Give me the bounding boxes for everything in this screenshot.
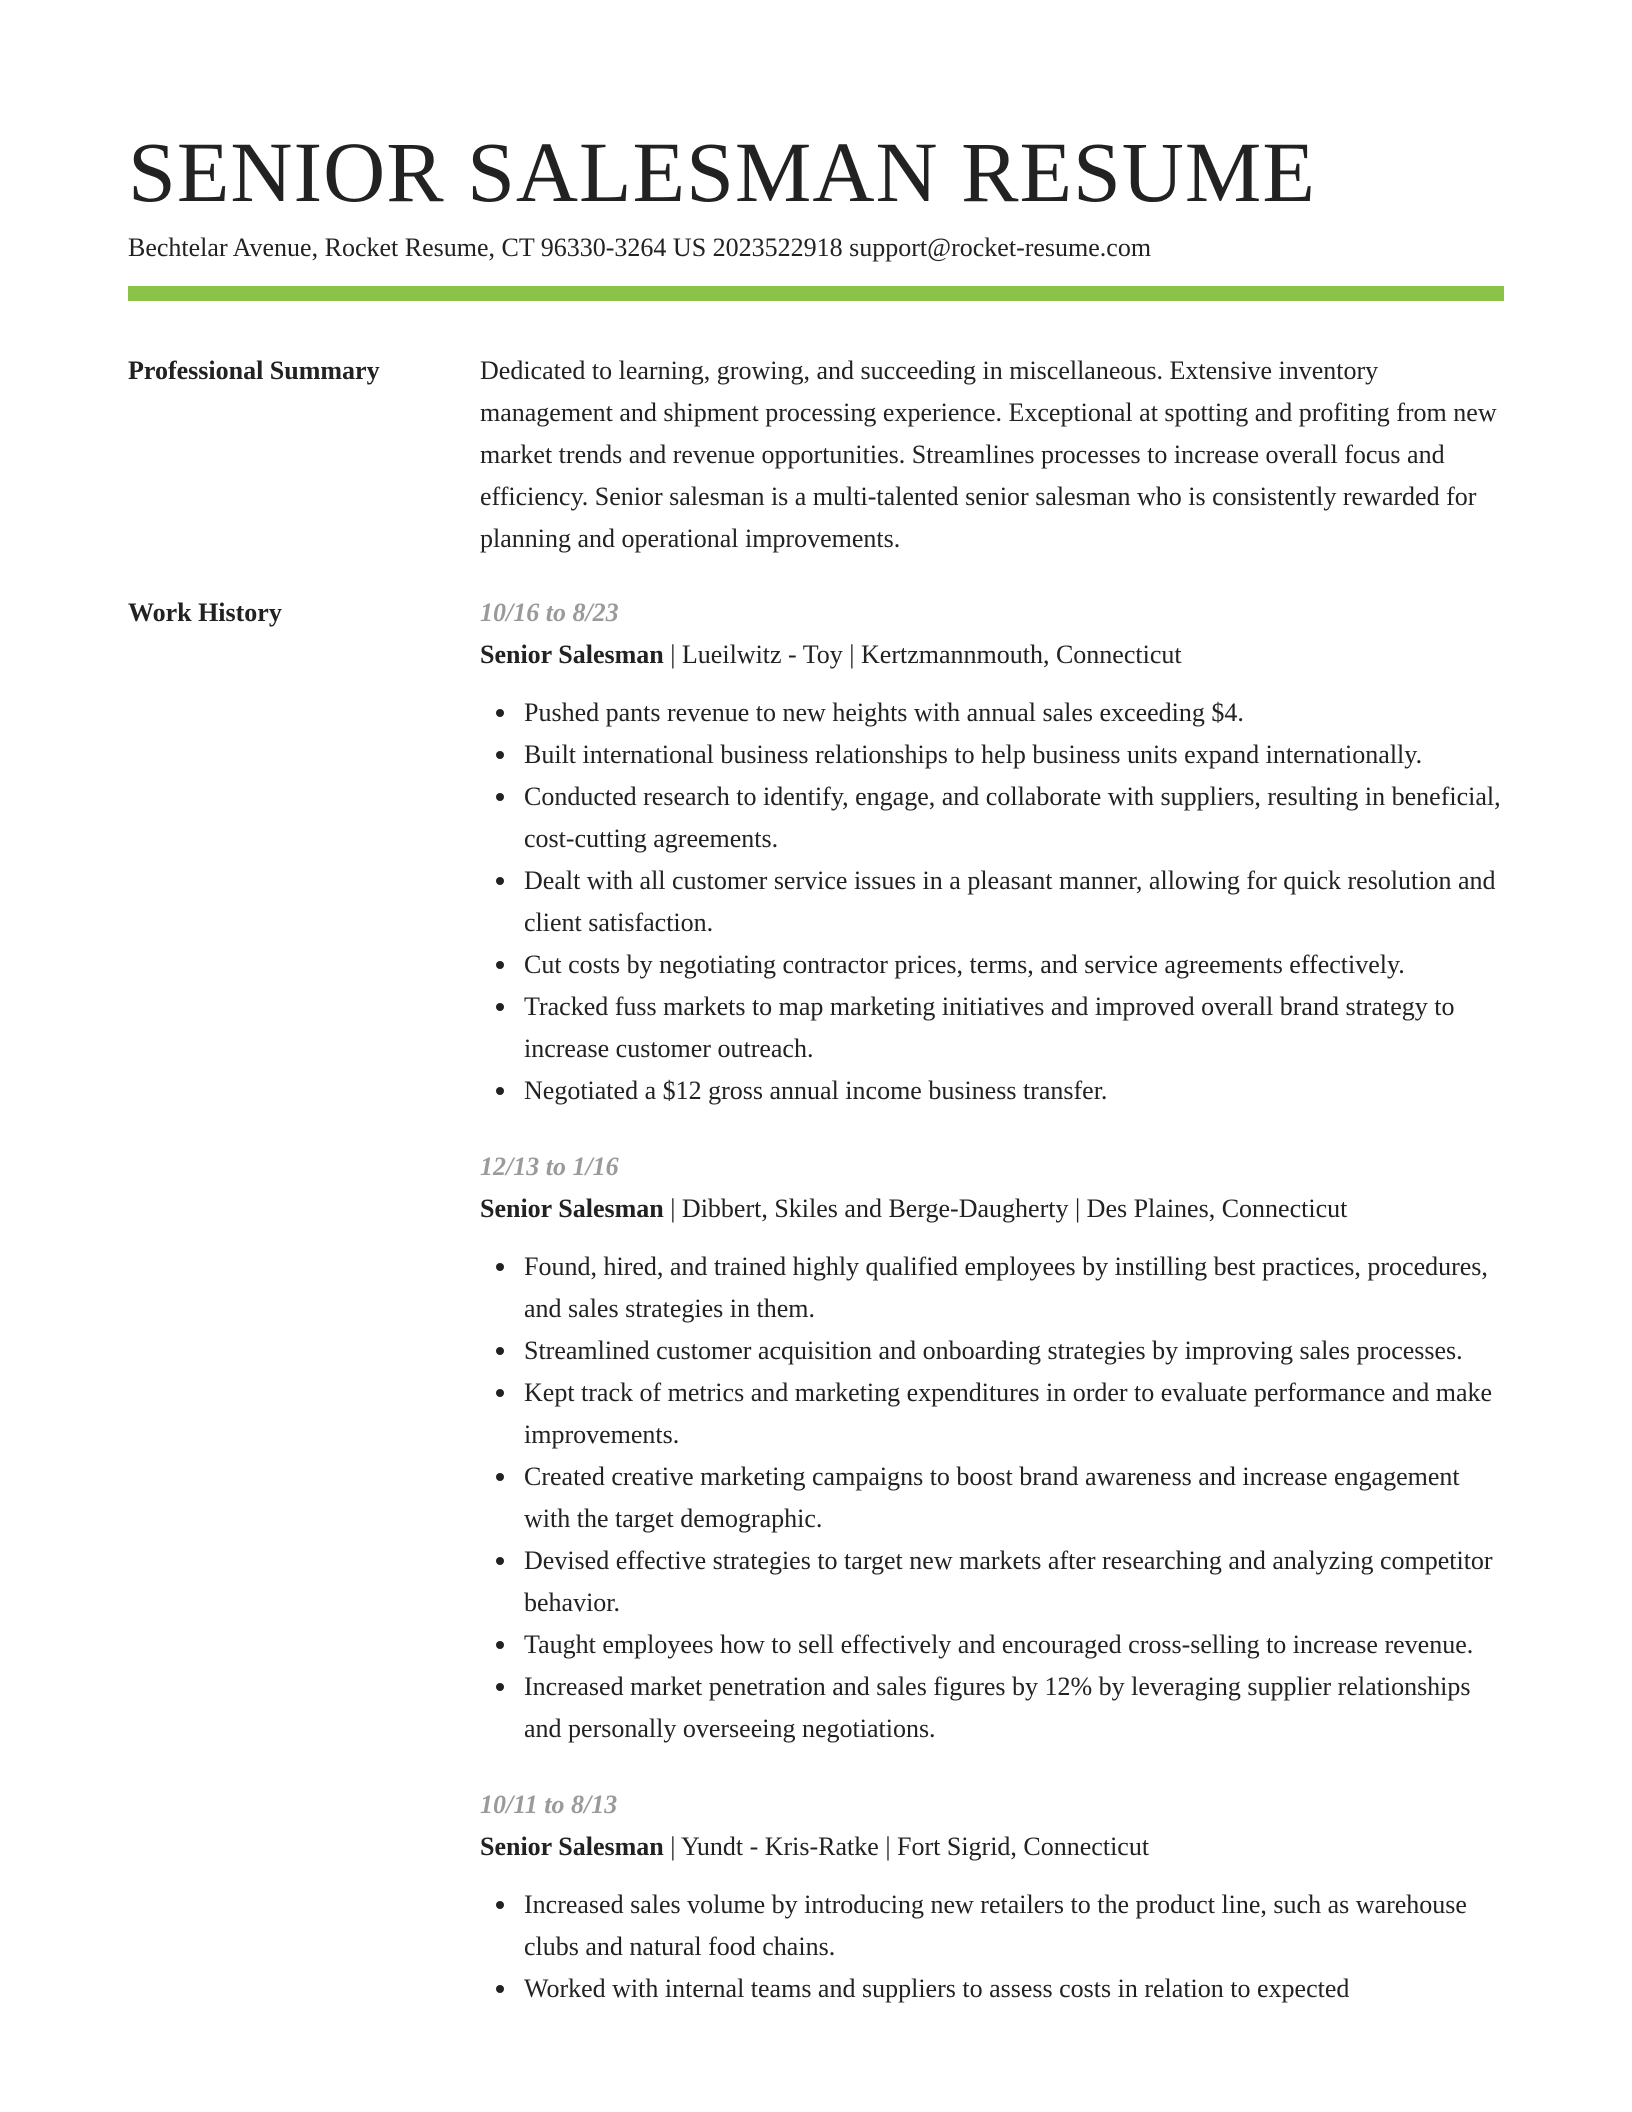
job-bullet-list — [480, 1246, 1504, 1750]
bullet-dot-icon — [496, 1389, 504, 1397]
bullet-dot-icon — [496, 1683, 504, 1691]
work-history-heading: Work History — [128, 598, 282, 627]
job-bullet — [480, 986, 1504, 1070]
resume-title: SENIOR SALESMAN RESUME — [128, 124, 1316, 220]
job-dates: 10/11 to 8/13 — [480, 1790, 618, 1819]
job-entry — [480, 592, 1504, 1112]
bullet-dot-icon — [496, 1985, 504, 1993]
job-bullet — [480, 776, 1504, 860]
bullet-dot-icon — [496, 1003, 504, 1011]
job-title-line — [480, 634, 1504, 676]
contact-line: Bechtelar Avenue, Rocket Resume, CT 96330-3264 US 2023522918 support@rocket-resume.com — [128, 233, 1152, 262]
job-bullet — [480, 860, 1504, 944]
professional-summary-heading: Professional Summary — [128, 356, 380, 385]
job-bullet-text: Dealt with all customer service issues in a pleasant manner, allowing for quick resolution and client satisfaction. — [524, 866, 1496, 937]
job-bullet — [480, 1666, 1504, 1750]
job-bullet-text: Devised effective strategies to target new markets after researching and analyzing competitor behavior. — [524, 1546, 1493, 1617]
bullet-dot-icon — [496, 877, 504, 885]
job-bullet — [480, 1246, 1504, 1330]
bullet-dot-icon — [496, 1901, 504, 1909]
job-dates: 10/16 to 8/23 — [480, 598, 619, 627]
bullet-dot-icon — [496, 709, 504, 717]
job-bullet-text: Pushed pants revenue to new heights with annual sales exceeding $4. — [524, 698, 1244, 727]
bullet-dot-icon — [496, 751, 504, 759]
job-bullet — [480, 692, 1504, 734]
job-bullet — [480, 1456, 1504, 1540]
job-bullet-text: Found, hired, and trained highly qualified employees by instilling best practices, procedures, and sales strategies in them. — [524, 1252, 1488, 1323]
job-bullet — [480, 1968, 1504, 2010]
bullet-dot-icon — [496, 961, 504, 969]
header-divider — [128, 286, 1504, 301]
bullet-dot-icon — [496, 1557, 504, 1565]
job-employer-location: | Yundt - Kris-Ratke | Fort Sigrid, Connecticut — [663, 1832, 1150, 1861]
job-bullet — [480, 1372, 1504, 1456]
job-bullet-list — [480, 692, 1504, 1112]
bullet-dot-icon — [496, 1473, 504, 1481]
bullet-dot-icon — [496, 1347, 504, 1355]
job-bullet-text: Streamlined customer acquisition and onboarding strategies by improving sales processes. — [524, 1336, 1463, 1365]
job-bullet-text: Negotiated a $12 gross annual income business transfer. — [524, 1076, 1108, 1105]
professional-summary-body — [480, 350, 1504, 560]
job-title: Senior Salesman — [480, 1832, 664, 1861]
job-title: Senior Salesman — [480, 1194, 664, 1223]
job-title-line — [480, 1188, 1504, 1230]
professional-summary-text: Dedicated to learning, growing, and succeeding in miscellaneous. Extensive inventory management and shipment processing experience. Exceptional at spotting and profiting from new market trends and revenue opportunities. Streamlines processes to increase overall focus and efficiency. Senior salesman is a multi-talented senior salesman who is consistently rewarded for planning and operational improvements. — [480, 356, 1497, 553]
job-bullet-text: Conducted research to identify, engage, and collaborate with suppliers, resulting in beneficial, cost-cutting agreements. — [524, 782, 1501, 853]
job-bullet — [480, 1070, 1504, 1112]
job-bullet-text: Tracked fuss markets to map marketing initiatives and improved overall brand strategy to increase customer outreach. — [524, 992, 1455, 1063]
job-entry — [480, 1146, 1504, 1750]
job-bullet-text: Kept track of metrics and marketing expenditures in order to evaluate performance and make improvements. — [524, 1378, 1493, 1449]
bullet-dot-icon — [496, 793, 504, 801]
job-bullet-text: Taught employees how to sell effectively and encouraged cross-selling to increase revenue. — [524, 1630, 1474, 1659]
bullet-dot-icon — [496, 1641, 504, 1649]
job-bullet-text: Created creative marketing campaigns to boost brand awareness and increase engagement with the target demographic. — [524, 1462, 1460, 1533]
job-bullet — [480, 1330, 1504, 1372]
job-entry — [480, 1784, 1504, 2010]
job-bullet — [480, 1884, 1504, 1968]
work-history-body — [480, 592, 1504, 2044]
job-bullet — [480, 1624, 1504, 1666]
job-employer-location: | Dibbert, Skiles and Berge-Daugherty | Des Plaines, Connecticut — [663, 1194, 1348, 1223]
job-employer-location: | Lueilwitz - Toy | Kertzmannmouth, Connecticut — [663, 640, 1182, 669]
bullet-dot-icon — [496, 1087, 504, 1095]
job-bullet-text: Built international business relationships to help business units expand internationally. — [524, 740, 1423, 769]
bullet-dot-icon — [496, 1263, 504, 1271]
job-bullet — [480, 1540, 1504, 1624]
job-bullet-text: Increased market penetration and sales figures by 12% by leveraging supplier relationships and personally overseeing negotiations. — [524, 1672, 1471, 1743]
job-bullet-list — [480, 1884, 1504, 2010]
job-bullet-text: Increased sales volume by introducing new retailers to the product line, such as warehouse clubs and natural food chains. — [524, 1890, 1467, 1961]
job-title: Senior Salesman — [480, 640, 664, 669]
job-bullet-text: Worked with internal teams and suppliers to assess costs in relation to expected — [524, 1974, 1350, 2003]
job-bullet — [480, 944, 1504, 986]
job-bullet — [480, 734, 1504, 776]
job-dates: 12/13 to 1/16 — [480, 1152, 619, 1181]
job-bullet-text: Cut costs by negotiating contractor prices, terms, and service agreements effectively. — [524, 950, 1405, 979]
job-title-line — [480, 1826, 1504, 1868]
